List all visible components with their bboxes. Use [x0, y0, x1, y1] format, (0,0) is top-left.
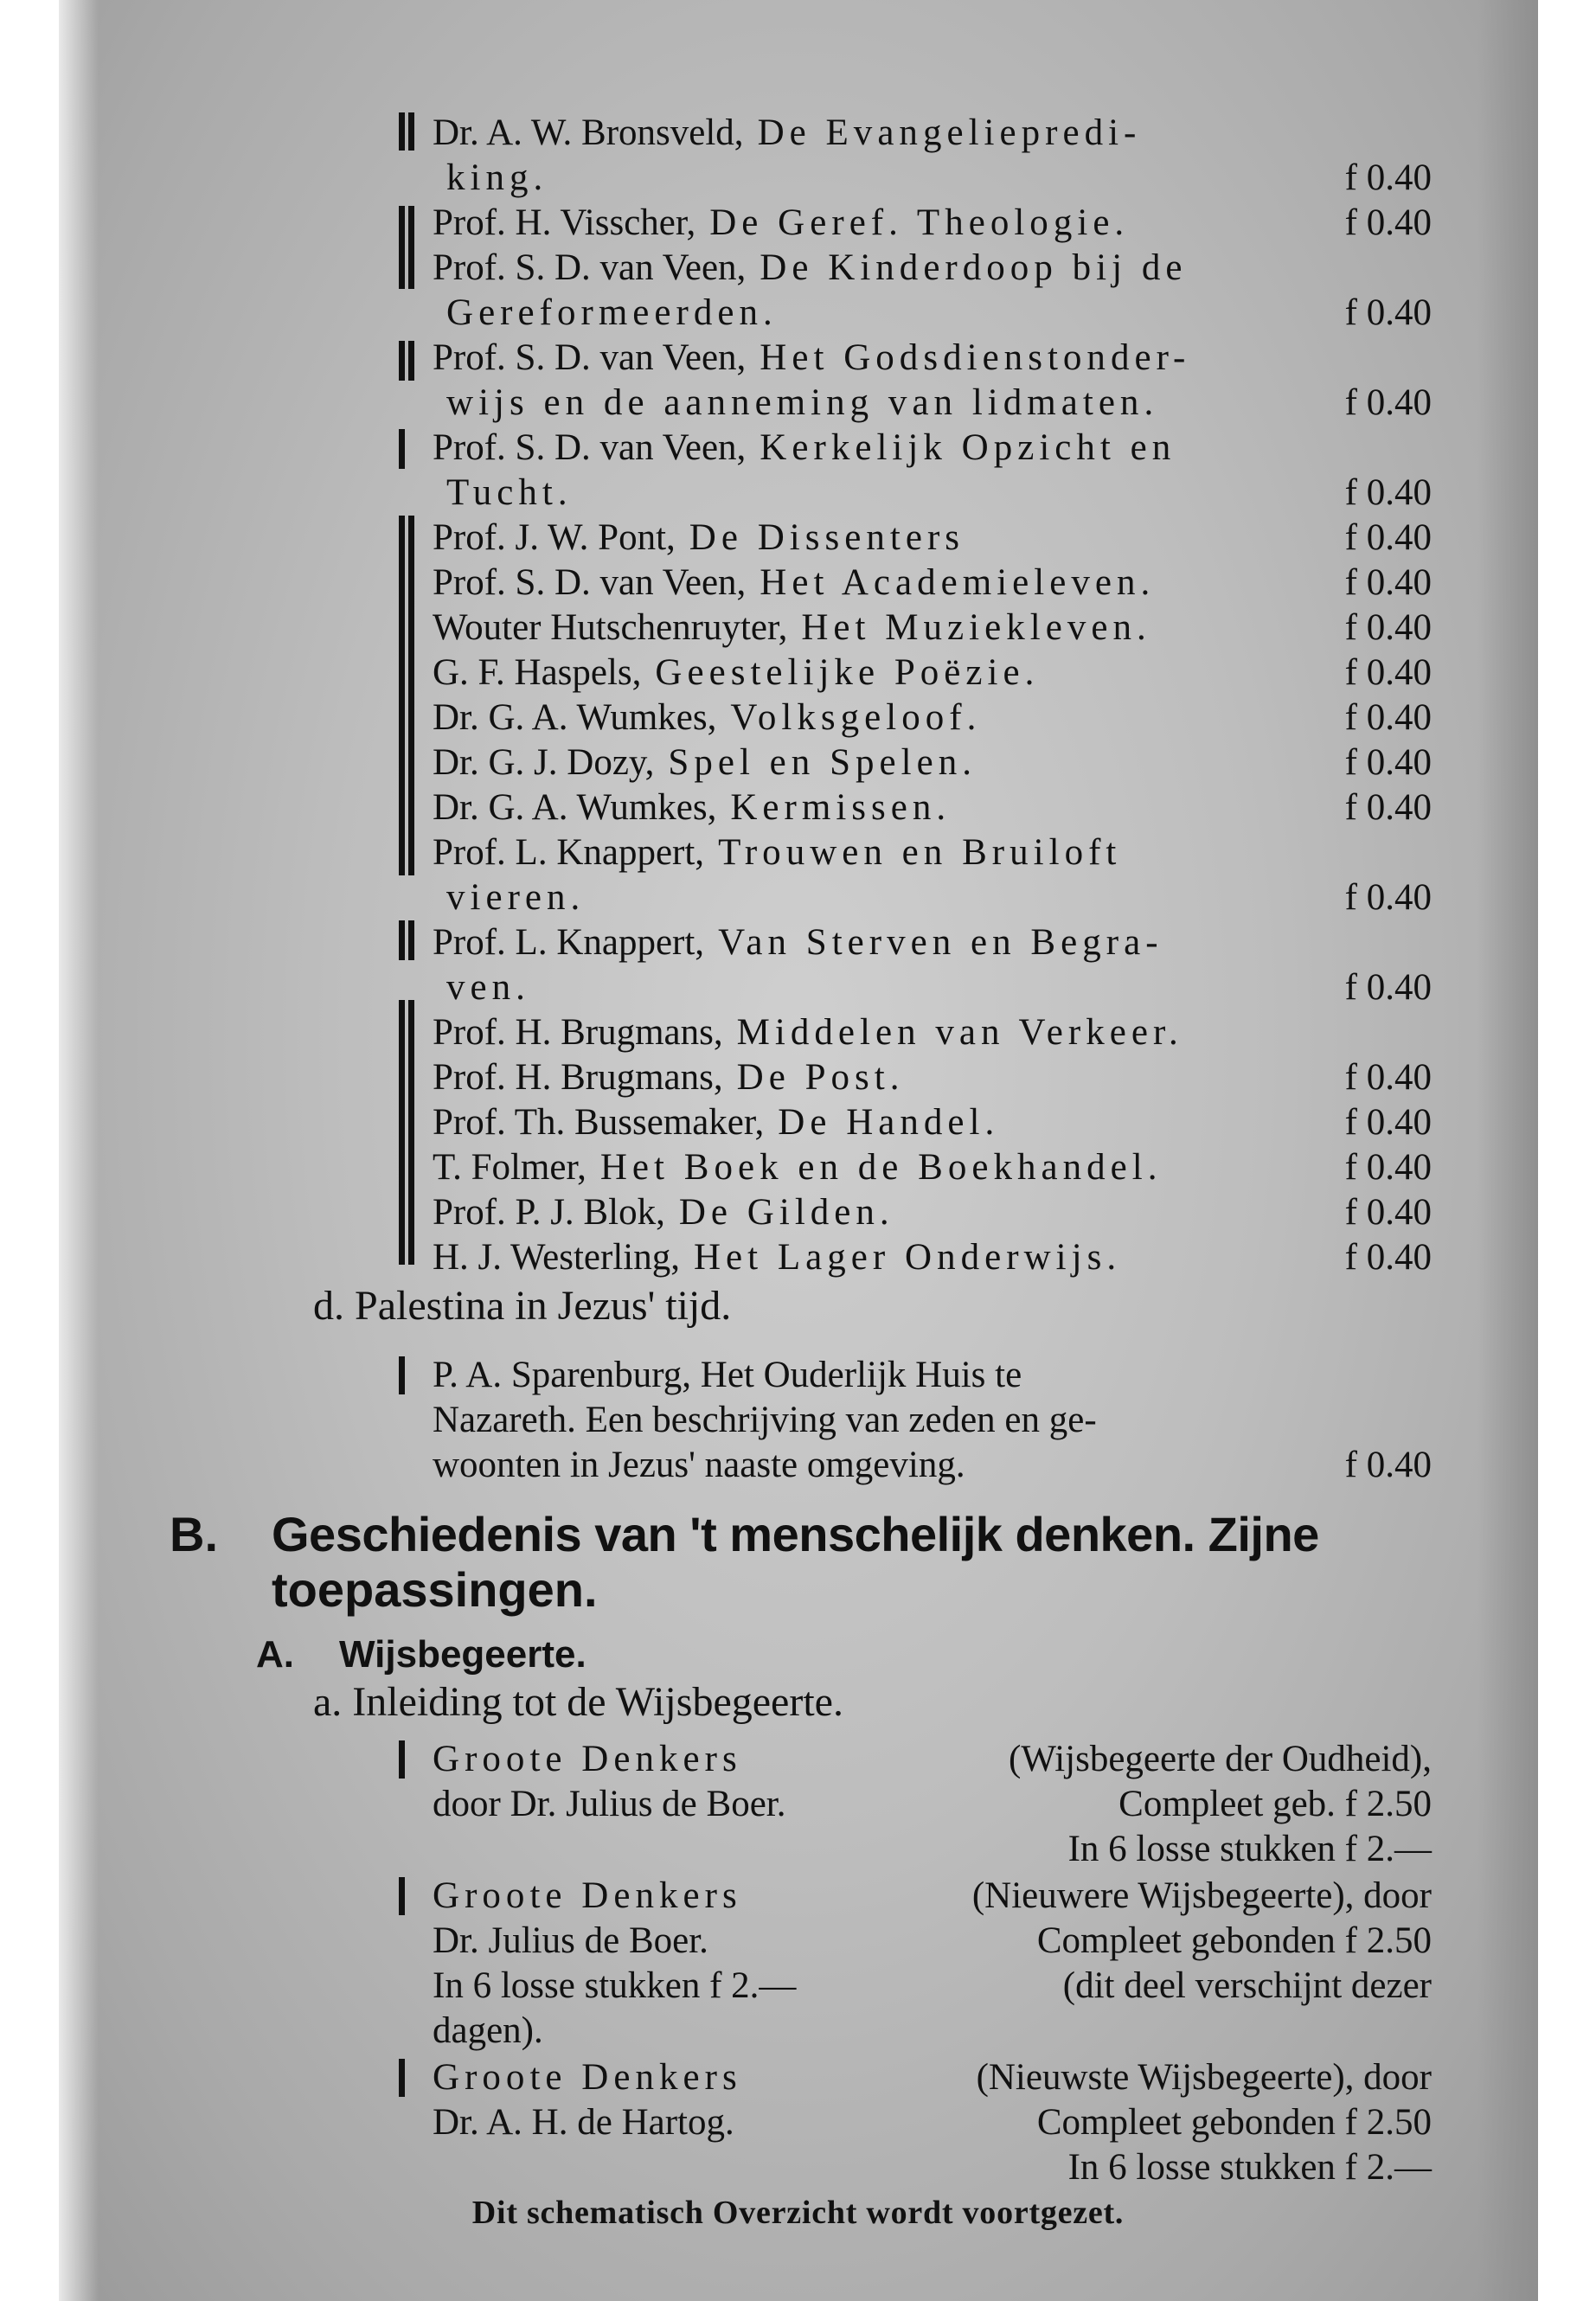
price: Compleet gebonden f 2.50: [1036, 2102, 1432, 2143]
title: Tucht.: [446, 472, 573, 513]
title: Het Lager Onderwijs.: [693, 1237, 1122, 1278]
list-item: [433, 1055, 1432, 1100]
list-item: [433, 516, 1432, 561]
list-item: [433, 1782, 1432, 1827]
price: Compleet geb. f 2.50: [1118, 1784, 1432, 1824]
author: T. Folmer,: [433, 1147, 586, 1188]
list-item: [433, 1145, 1432, 1190]
price: In 6 losse stukken f 2.—: [1067, 1829, 1432, 1869]
list-item: [433, 471, 1432, 516]
list-item: [433, 920, 1432, 965]
marker-bar: [399, 341, 405, 381]
author: Dr. A. H. de Hartog.: [433, 2102, 734, 2143]
price: f 0.40: [1344, 652, 1432, 693]
author: Wouter Hutschenruyter,: [433, 607, 788, 648]
list-item: [433, 246, 1432, 291]
price: f 0.40: [1344, 562, 1432, 603]
price: f 0.40: [1344, 1192, 1432, 1233]
title: Groote Denkers: [433, 1739, 742, 1779]
sub-heading: Wijsbegeerte.: [339, 1633, 586, 1676]
list-item: [433, 291, 1432, 336]
text: Nazareth. Een beschrijving van zeden en ge-: [433, 1400, 1097, 1440]
list-item: [433, 1874, 1432, 1919]
note: dagen).: [433, 2010, 543, 2051]
price: f 0.40: [1344, 787, 1432, 828]
list-item: [433, 156, 1432, 201]
price: In 6 losse stukken f 2.—: [433, 1965, 797, 2006]
title: Het Muziekleven.: [801, 607, 1151, 648]
author: Dr. G. J. Dozy,: [433, 742, 655, 783]
note: (dit deel verschijnt dezer: [1062, 1965, 1432, 2006]
subtitle: (Nieuwere Wijsbegeerte), door: [971, 1875, 1432, 1916]
list-item: [433, 1353, 1432, 1398]
marker-bar: [399, 920, 405, 960]
price: f 0.40: [1344, 1102, 1432, 1143]
price: f 0.40: [1344, 1147, 1432, 1188]
text: woonten in Jezus' naaste omgeving.: [433, 1445, 965, 1485]
marker-bar: [399, 1740, 405, 1779]
list-item: [433, 336, 1432, 381]
list-item: [433, 875, 1432, 920]
author: Prof. S. D. van Veen,: [433, 427, 747, 468]
marker-bar: [399, 1000, 405, 1265]
list-item: [433, 651, 1432, 695]
list-item: [433, 1190, 1432, 1235]
marker-bar: [399, 1877, 405, 1915]
list-item: [433, 2055, 1432, 2100]
title: De Evangeliepredi-: [757, 112, 1142, 153]
list-item: [433, 2145, 1432, 2190]
title: Kerkelijk Opzicht en: [760, 427, 1176, 468]
author: Prof. H. Visscher,: [433, 202, 696, 243]
title: Volksgeloof.: [730, 697, 982, 738]
list-item: [433, 1827, 1432, 1872]
author: Prof. S. D. van Veen,: [433, 337, 747, 378]
price: f 0.40: [1344, 697, 1432, 738]
title: Spel en Spelen.: [668, 742, 977, 783]
author: Prof. J. W. Pont,: [433, 517, 676, 558]
price: f 0.40: [1344, 382, 1432, 423]
price: f 0.40: [1344, 1237, 1432, 1278]
price: f 0.40: [1344, 292, 1432, 333]
author: G. F. Haspels,: [433, 652, 642, 693]
price: f 0.40: [1344, 1057, 1432, 1098]
author: door Dr. Julius de Boer.: [433, 1784, 786, 1824]
price: f 0.40: [1344, 517, 1432, 558]
title: Het Academieleven.: [760, 562, 1156, 603]
author: Prof. H. Brugmans,: [433, 1012, 723, 1053]
title: De Kinderdoop bij de: [760, 247, 1188, 288]
author: Prof. L. Knappert,: [433, 832, 705, 873]
author: Prof. H. Brugmans,: [433, 1057, 723, 1098]
page-title: Geschiedenis van 't menschelijk denken. Zijne: [272, 1507, 1319, 1561]
marker-bar: [399, 2059, 405, 2097]
page-title-cont: toepassingen.: [272, 1562, 598, 1617]
title: Groote Denkers: [433, 2057, 742, 2098]
list-item: [433, 1235, 1432, 1280]
price: f 0.40: [1344, 202, 1432, 243]
price: f 0.40: [1344, 967, 1432, 1008]
author: Dr. G. A. Wumkes,: [433, 697, 717, 738]
price: f 0.40: [1344, 607, 1432, 648]
list-item: [433, 201, 1432, 246]
title: De Gilden.: [678, 1192, 894, 1233]
subtitle: (Nieuwste Wijsbegeerte), door: [976, 2057, 1432, 2098]
list-item: [433, 381, 1432, 426]
title: De Dissenters: [689, 517, 965, 558]
sub-letter: A.: [256, 1633, 294, 1676]
price: Compleet gebonden f 2.50: [1036, 1920, 1432, 1961]
marker-bar: [399, 112, 405, 151]
author: Prof. Th. Bussemaker,: [433, 1102, 765, 1143]
list-item: [433, 1737, 1432, 1782]
title: Kermissen.: [730, 787, 952, 828]
title: ven.: [446, 967, 530, 1008]
price: f 0.40: [1344, 742, 1432, 783]
section-d-heading: d. Palestina in Jezus' tijd.: [313, 1283, 732, 1329]
title: king.: [446, 157, 548, 198]
author: H. J. Westerling,: [433, 1237, 680, 1278]
price: In 6 losse stukken f 2.—: [1067, 2147, 1432, 2188]
price: f 0.40: [1344, 1445, 1432, 1485]
author: Dr. G. A. Wumkes,: [433, 787, 717, 828]
title: De Geref. Theologie.: [709, 202, 1130, 243]
footer-note: Dit schematisch Overzicht wordt voortgezet.: [471, 2195, 1125, 2231]
title: De Handel.: [778, 1102, 1000, 1143]
list-item: [433, 1964, 1432, 2009]
list-item: [433, 740, 1432, 785]
list-item: [433, 111, 1432, 156]
author: Prof. S. D. van Veen,: [433, 562, 747, 603]
title: Middelen van Verkeer.: [736, 1012, 1183, 1053]
list-item: [433, 965, 1432, 1010]
title: vieren.: [446, 877, 586, 918]
title: wijs en de aanneming van lidmaten.: [446, 382, 1159, 423]
list-item: [433, 1919, 1432, 1964]
price: f 0.40: [1344, 157, 1432, 198]
author: Prof. L. Knappert,: [433, 922, 705, 963]
subtitle: (Wijsbegeerte der Oudheid),: [1009, 1739, 1432, 1779]
title: Het Boek en de Boekhandel.: [599, 1147, 1163, 1188]
list-item: [433, 1443, 1432, 1488]
list-item: [433, 1010, 1432, 1055]
author: Prof. S. D. van Veen,: [433, 247, 747, 288]
marker-bar: [399, 206, 405, 289]
author: Dr. A. W. Bronsveld,: [433, 112, 744, 153]
title: Groote Denkers: [433, 1875, 742, 1916]
list-item: [433, 561, 1432, 606]
title: De Post.: [736, 1057, 905, 1098]
list-item: [433, 2100, 1432, 2145]
text: P. A. Sparenburg, Het Ouderlijk Huis te: [433, 1355, 1022, 1395]
title: Gereformeerden.: [446, 292, 778, 333]
section-letter: B.: [170, 1507, 218, 1561]
list-item: [433, 426, 1432, 471]
marker-bar: [399, 516, 405, 875]
list-item: [433, 1398, 1432, 1443]
title: Geestelijke Poëzie.: [655, 652, 1040, 693]
title: Het Godsdienstonder-: [760, 337, 1191, 378]
author: Dr. Julius de Boer.: [433, 1920, 708, 1961]
title: Trouwen en Bruiloft: [718, 832, 1122, 873]
list-item: [433, 606, 1432, 651]
title: Van Sterven en Begra-: [718, 922, 1163, 963]
price: f 0.40: [1344, 877, 1432, 918]
marker-bar: [399, 1356, 405, 1394]
price: f 0.40: [1344, 472, 1432, 513]
list-item: [433, 695, 1432, 740]
subsection-heading: a. Inleiding tot de Wijsbegeerte.: [313, 1679, 843, 1725]
list-item: [433, 830, 1432, 875]
list-item: [433, 785, 1432, 830]
list-item: [433, 1100, 1432, 1145]
marker-bar: [399, 429, 405, 469]
author: Prof. P. J. Blok,: [433, 1192, 665, 1233]
list-item: [433, 2009, 1432, 2054]
